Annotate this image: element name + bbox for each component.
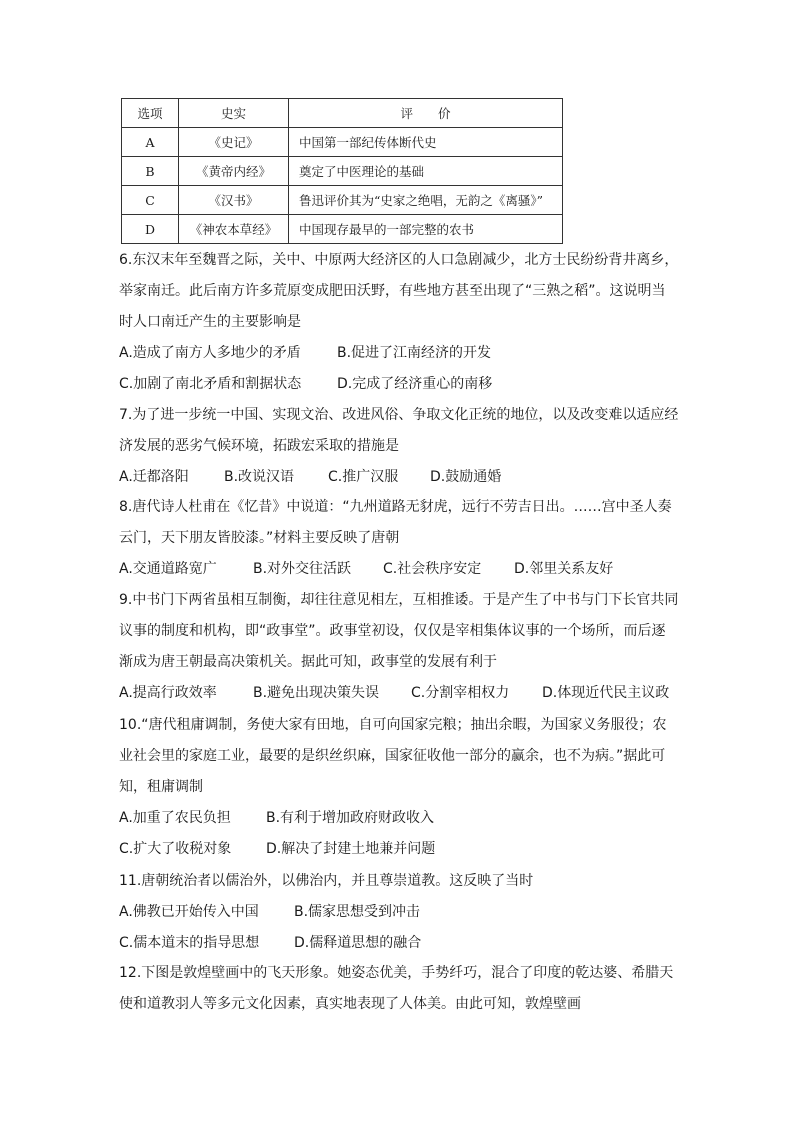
history-facts-table: [121, 98, 563, 244]
option-a[interactable]: A.交通道路宽广: [119, 561, 217, 577]
option-b[interactable]: B.改说汉语: [224, 469, 295, 485]
cell-fact: 《黄帝内经》: [179, 157, 289, 186]
option-c[interactable]: C.社会秩序安定: [383, 561, 482, 577]
question-stem-line: 业社会里的家庭工业，最要的是织丝织麻，国家征收他一部分的赢余，也不为病。”据此可: [119, 748, 666, 764]
question-11: [119, 866, 533, 959]
question-stem-line: 6.东汉末年至魏晋之际，关中、中原两大经济区的人口急剧减少，北方士民纷纷背井离乡，: [119, 252, 679, 268]
option-a[interactable]: A.加重了农民负担: [119, 810, 231, 826]
question-stem-line: 7.为了进一步统一中国、实现文治、改进风俗、争取文化正统的地位，以及改变难以适应经: [119, 407, 679, 423]
option-row: [119, 338, 678, 369]
cell-evaluation: 鲁迅评价其为“史家之绝唱，无韵之《离骚》”: [289, 186, 563, 215]
question-10: [119, 710, 667, 865]
question-stem-line: 知，租庸调制: [119, 779, 203, 795]
question-6: [119, 245, 678, 400]
option-d[interactable]: D.体现近代民主议政: [542, 685, 670, 701]
option-a[interactable]: A.迁都洛阳: [119, 469, 189, 485]
table-row: [122, 186, 563, 215]
question-stem-line: 济发展的恶劣气候环境，拓跋宏采取的措施是: [119, 438, 399, 454]
option-d[interactable]: D.解决了封建土地兼并问题: [266, 841, 436, 857]
option-b[interactable]: B.对外交往活跃: [253, 561, 352, 577]
cell-fact: 《史记》: [179, 128, 289, 157]
cell-option: C: [122, 186, 179, 215]
question-9: [119, 585, 678, 709]
question-stem-line: 9.中书门下两省虽相互制衡，却往往意见相左，互相推诿。于是产生了中书与门下长官共同: [119, 592, 679, 608]
cell-evaluation: 中国第一部纪传体断代史: [289, 128, 563, 157]
cell-evaluation: 奠定了中医理论的基础: [289, 157, 563, 186]
question-7: [119, 400, 678, 493]
option-row: [119, 462, 678, 493]
cell-option: A: [122, 128, 179, 157]
question-stem-line: 11.唐朝统治者以儒治外，以佛治内，并且尊崇道教。这反映了当时: [119, 873, 534, 889]
option-d[interactable]: D.完成了经济重心的南移: [337, 376, 493, 392]
option-c[interactable]: C.推广汉服: [328, 469, 399, 485]
option-d[interactable]: D.鼓励通婚: [430, 469, 502, 485]
cell-fact: 《汉书》: [179, 186, 289, 215]
option-row: [119, 897, 533, 928]
cell-fact: 《神农本草经》: [179, 215, 289, 244]
question-stem-line: 渐成为唐王朝最高决策机关。据此可知，政事堂的发展有利于: [119, 654, 497, 670]
option-c[interactable]: C.加剧了南北矛盾和割据状态: [119, 376, 302, 392]
table-row: [122, 128, 563, 157]
question-stem-line: 议事的制度和机构，即“政事堂”。政事堂初设，仅仅是宰相集体议事的一个场所，而后逐: [119, 623, 666, 639]
option-row: [119, 369, 678, 400]
option-a[interactable]: A.造成了南方人多地少的矛盾: [119, 345, 301, 361]
question-stem-line: 8.唐代诗人杜甫在《忆昔》中说道：“九州道路无豺虎，远行不劳吉日出。……宫中圣人奏: [119, 499, 672, 515]
option-b[interactable]: B.有利于增加政府财政收入: [266, 810, 435, 826]
table-header-row: [122, 99, 563, 128]
option-row: [119, 803, 667, 834]
question-12: [119, 958, 673, 1020]
option-d[interactable]: D.儒释道思想的融合: [294, 935, 422, 951]
option-c[interactable]: C.儒本道末的指导思想: [119, 935, 260, 951]
option-a[interactable]: A.佛教已开始传入中国: [119, 904, 259, 920]
option-row: [119, 678, 678, 709]
option-d[interactable]: D.邻里关系友好: [514, 561, 614, 577]
table-row: [122, 215, 563, 244]
option-b[interactable]: B.促进了江南经济的开发: [337, 345, 492, 361]
table-row: [122, 157, 563, 186]
option-c[interactable]: C.分割宰相权力: [411, 685, 510, 701]
header-fact: 史实: [179, 99, 289, 128]
option-b[interactable]: B.避免出现决策失误: [253, 685, 380, 701]
question-stem-line: 使和道教羽人等多元文化因素，真实地表现了人体美。由此可知，敦煌壁画: [119, 996, 581, 1012]
question-8: [119, 492, 672, 585]
cell-option: B: [122, 157, 179, 186]
cell-option: D: [122, 215, 179, 244]
option-b[interactable]: B.儒家思想受到冲击: [294, 904, 421, 920]
option-c[interactable]: C.扩大了收税对象: [119, 841, 232, 857]
option-a[interactable]: A.提高行政效率: [119, 685, 217, 701]
option-row: [119, 928, 533, 959]
question-stem-line: 时人口南迁产生的主要影响是: [119, 314, 301, 330]
cell-evaluation: 中国现存最早的一部完整的农书: [289, 215, 563, 244]
question-stem-line: 举家南迁。此后南方许多荒原变成肥田沃野，有些地方甚至出现了“三熟之稻”。这说明当: [119, 283, 666, 299]
header-option: 选项: [122, 99, 179, 128]
option-row: [119, 554, 672, 585]
header-evaluation: 评 价: [289, 99, 563, 128]
question-stem-line: 云门，天下朋友皆胶漆。”材料主要反映了唐朝: [119, 530, 400, 546]
question-stem-line: 12.下图是敦煌壁画中的飞天形象。她姿态优美，手势纤巧，混合了印度的乾达婆、希腊天: [119, 965, 674, 981]
question-stem-line: 10.“唐代租庸调制，务使大家有田地，自可向国家完粮；抽出余暇，为国家义务服役；农: [119, 717, 667, 733]
option-row: [119, 834, 667, 865]
